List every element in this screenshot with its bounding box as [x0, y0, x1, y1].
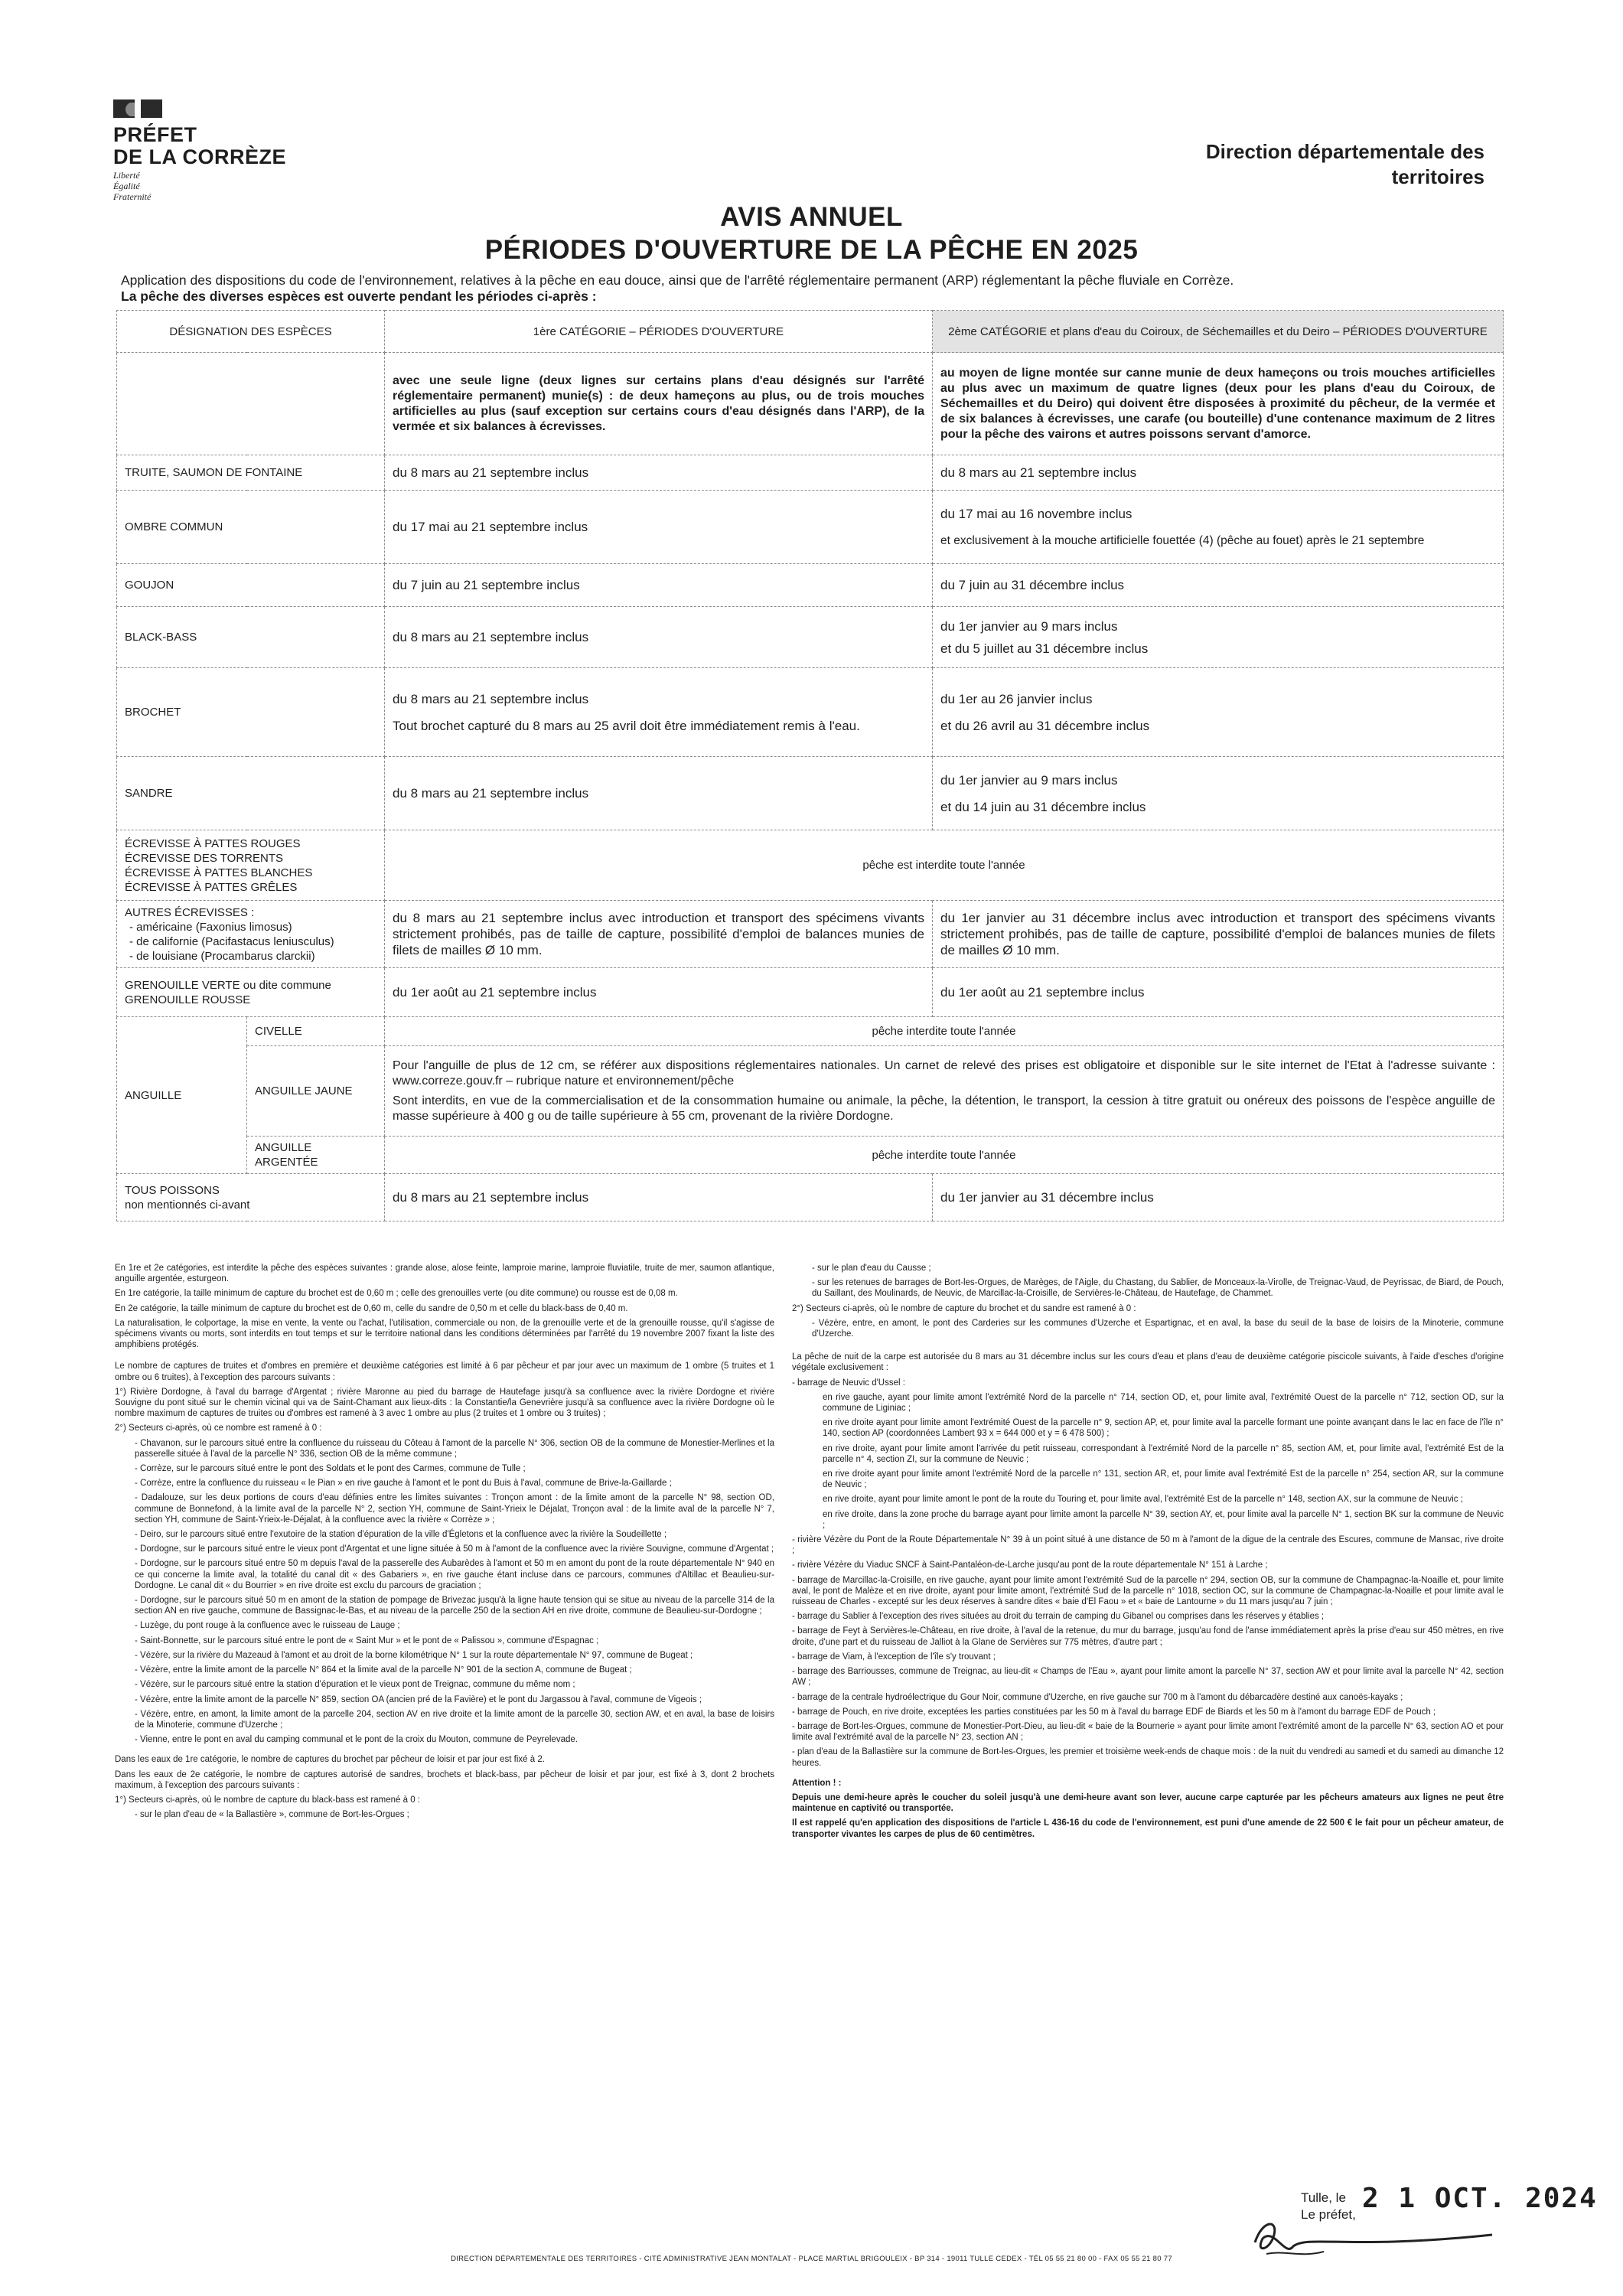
goujon-cat2: du 7 juin au 31 décembre inclus [933, 564, 1504, 607]
note-l-18: - Vézère, entre la limite amont de la parcelle N° 864 et la limite aval de la parcelle N° 901 de la section A, commune de Bugeat ; [135, 1665, 632, 1675]
note-l-0: En 1re et 2e catégories, est interdite la pêche des espèces suivantes : grande alose, alose feinte, lamproie marine, lamproie fluviatile, truite de mer, saumon atlantique, anguille argentée, esturgeon. [115, 1264, 774, 1284]
truite-cat1: du 8 mars au 21 septembre inclus [385, 455, 933, 491]
ecr-3: ÉCREVISSE À PATTES BLANCHES [125, 866, 313, 879]
note-r-16: - barrage de Feyt à Servières-le-Château, en rive droite, à l'aval de la retenue, du mur du barrage, jusqu'au fond de l'anse immédiatement après la prise d'eau sur 450 mètres, en rive droite, d'une part et du ruisseau de Jalliot à la Glane de Servières sur 775 mètres, d'autre part ; [792, 1626, 1504, 1647]
intro-bold: La pêche des diverses espèces est ouverte pendant les périodes ci-après : [121, 289, 597, 304]
footer-address: DIRECTION DÉPARTEMENTALE DES TERRITOIRES - CITÉ ADMINISTRATIVE JEAN MONTALAT - PLACE MARTIAL BRIGOULEIX - BP 314 - 19011 TULLE CEDEX - TÉL 05 55 21 80 00 - FAX 05 55 21 80 77 [451, 2255, 1172, 2263]
note-r-5: - barrage de Neuvic d'Ussel : [792, 1378, 905, 1388]
note-l-25: 1°) Secteurs ci-après, où le nombre de capture du black-bass est ramené à 0 : [115, 1795, 420, 1805]
blackbass-cat1: du 8 mars au 21 septembre inclus [385, 607, 933, 668]
brochet-cat2-b: et du 26 avril au 31 décembre inclus [940, 718, 1150, 733]
species-brochet: BROCHET [117, 668, 385, 757]
note-r-12: - rivière Vézère du Pont de la Route Départementale N° 39 à un point situé à une distance de 50 m à l'amont de la digue de la centrale des Escures, commune de Mansac, rive droite ; [792, 1535, 1504, 1556]
note-l-16: - Saint-Bonnette, sur le parcours situé entre le pont de « Saint Mur » et le pont de « Palissou », commune d'Espagnac ; [135, 1636, 599, 1645]
note-l-6: 2°) Secteurs ci-après, où ce nombre est ramené à 0 : [115, 1424, 322, 1433]
attention-label: Attention ! : [792, 1778, 842, 1788]
table-row-blackbass [117, 607, 1504, 668]
civelle-interdite: pêche interdite toute l'année [385, 1017, 1504, 1046]
table-row-civelle [117, 1017, 1504, 1046]
brochet-cat2 [933, 668, 1504, 757]
note-l-8: - Corrèze, sur le parcours situé entre le pont des Soldats et le pont des Carmes, commune de Tulle ; [135, 1464, 526, 1474]
note-r-7: en rive droite ayant pour limite amont l'extrémité Ouest de la parcelle n° 9, section AP, et, pour limite aval la parcelle formant une pointe avançant dans le lac en face de l'île n° 140, section AP (coordonnées Lambert 93 x = 644 000 et y = 6 478 500) ; [823, 1418, 1504, 1439]
ecrevisses-interdite: pêche est interdite toute l'année [385, 830, 1504, 901]
species-civelle: CIVELLE [247, 1017, 385, 1046]
note-r-6: en rive gauche, ayant pour limite amont l'extrémité Nord de la parcelle n° 714, section OD, et, pour limite aval, l'extrémité Ouest de la parcelle n° 712, section OD, sur la commune de Liginiac ; [823, 1392, 1504, 1414]
grenouille-cat1: du 1er août au 21 septembre inclus [385, 968, 933, 1017]
tous-2: non mentionnés ci-avant [125, 1198, 250, 1212]
note-l-12: - Dordogne, sur le parcours situé entre le vieux pont d'Argentat et une ligne située à 50 m à l'amont de la confluence avec la rivière Souvigne, commune d'Argentat ; [135, 1544, 774, 1554]
marianne-logo [113, 98, 164, 119]
sandre-cat1: du 8 mars au 21 septembre inclus [385, 757, 933, 830]
sandre-cat2-a: du 1er janvier au 9 mars inclus [940, 772, 1118, 788]
direction-line2: territoires [1391, 165, 1484, 188]
note-l-26: - sur le plan d'eau de « la Ballastière », commune de Bort-les-Orgues ; [135, 1810, 409, 1820]
direction-block [1148, 139, 1484, 190]
direction-line1: Direction départementale des [1205, 140, 1484, 163]
intro-text: Application des dispositions du code de l'environnement, relatives à la pêche en eau douce, ainsi que de l'arrêté réglementaire permanent (ARP) réglementant la pêche fluviale en Corrèze. [121, 272, 1234, 288]
anguille-argentee-interdite: pêche interdite toute l'année [385, 1137, 1504, 1174]
note-r-10: en rive droite, ayant pour limite amont le pont de la route du Touring et, pour limite aval, l'extrémité Est de la parcelle n° 148, section AX, sur la commune de Neuvic ; [823, 1495, 1463, 1505]
table-row-anguille-argentee [117, 1137, 1504, 1174]
note-r-9: en rive droite ayant pour limite amont l'extrémité Nord de la parcelle n° 131, section AR, et, pour limite aval l'extrémité Est de la parcelle n° 254, section AR, sur la commune de Neuvic ; [823, 1469, 1504, 1490]
note-r-19: - barrage de la centrale hydroélectrique du Gour Noir, commune d'Uzerche, en rive gauche sur 700 m à l'amont du débarcadère destiné aux canoës-kayaks ; [792, 1692, 1403, 1702]
goujon-cat1: du 7 juin au 21 septembre inclus [385, 564, 933, 607]
table-row-autres-ecrevisses [117, 901, 1504, 968]
species-blackbass: BLACK-BASS [117, 607, 385, 668]
header-cat2: 2ème CATÉGORIE et plans d'eau du Coiroux, de Séchemailles et du Deiro – PÉRIODES D'OUVERTURE [933, 311, 1504, 353]
species-anguille: ANGUILLE [117, 1017, 247, 1174]
table-row-truite [117, 455, 1504, 491]
species-ombre: OMBRE COMMUN [117, 491, 385, 564]
autres-2: - de californie (Pacifastacus leniusculus) [129, 934, 334, 948]
autres-3: - de louisiane (Procambarus clarckii) [129, 949, 315, 963]
table-row-ombre [117, 491, 1504, 564]
note-l-13: - Dordogne, sur le parcours situé entre 50 m depuis l'aval de la passerelle des Aubarèdes à l'amont et 50 m en amont du pont de la route départementale N° 940 en ce qui concerne la limite aval, la totalité du canal dit « des Gabariers », en rive gauche étant incluse dans ce parcours, communes d'Altillac et Beaulieu-sur-Dordogne. Le canal dit « du Bourrier » en rive droite est exclu du parcours de graciation ; [135, 1559, 774, 1590]
cat2-gear: au moyen de ligne montée sur canne munie de deux hameçons ou trois mouches artificielles au plus avec un maximum de quatre lignes (deux pour les plans d'eau du Coiroux, de Séchemailles et du Deiro) qui doivent être disposées à proximité du pêcheur, de la vermée et de six balances à écrevisses, une carafe (ou bouteille) d'une contenance maximum de 2 litres pour la pêche des vairons et autres poissons servant d'amorce. [933, 353, 1504, 455]
sandre-cat2-b: et du 14 juin au 31 décembre inclus [940, 799, 1146, 814]
note-l-22: - Vienne, entre le pont en aval du camping communal et le pont de la croix du Mouton, commune de Peyrelevade. [135, 1735, 578, 1745]
anguille-jaune-p2: Sont interdits, en vue de la commercialisation et de la consommation humaine ou animale, la pêche, la détention, le transport, la cession à titre gratuit ou onéreux des poissons de l'espèce anguille de masse supérieure à 400 g ou de taille supérieure à 55 cm, provenant de la rivière Dordogne. [393, 1094, 1495, 1123]
grenouille-2: GRENOUILLE ROUSSE [125, 993, 251, 1006]
header-species: DÉSIGNATION DES ESPÈCES [117, 311, 385, 353]
species-anguille-argentee: ANGUILLE ARGENTÉE [247, 1137, 385, 1174]
anguille-jaune-p1: Pour l'anguille de plus de 12 cm, se référer aux dispositions réglementaires nationales. Un carnet de relevé des prises est obligatoire et disponible sur le site internet de l'Etat à l'adresse suivante : www.correze.gouv.fr – rubrique nature et environnement/pêche [393, 1058, 1495, 1088]
table-row-goujon [117, 564, 1504, 607]
note-r-2: 2°) Secteurs ci-après, où le nombre de capture du brochet et du sandre est ramené à 0 : [792, 1303, 1136, 1313]
signature-date: 2 1 OCT. 2024 [1362, 2183, 1598, 2214]
table-row-sandre [117, 757, 1504, 830]
brochet-cat2-a: du 1er au 26 janvier inclus [940, 691, 1093, 706]
table-row-tous-poissons [117, 1174, 1504, 1221]
table-row-grenouille [117, 968, 1504, 1017]
ombre-cat2 [933, 491, 1504, 564]
brochet-cat1-a: du 8 mars au 21 septembre inclus [393, 691, 589, 706]
note-r-4: La pêche de nuit de la carpe est autorisée du 8 mars au 31 décembre inclus sur les cours d'eau et plans d'eau de deuxième catégorie piscicole suivants, à l'aide d'esches d'origine végétale exclusivement : [792, 1352, 1504, 1373]
note-l-19: - Vézère, sur le parcours situé entre la station d'épuration et le vieux pont de Treignac, commune du même nom ; [135, 1680, 575, 1690]
devise [113, 170, 151, 202]
signature-role: Le préfet, [1301, 2207, 1356, 2222]
table-row-anguille-jaune [117, 1046, 1504, 1137]
periods-table [116, 310, 1504, 1221]
prefet-line1: PRÉFET [113, 123, 197, 146]
species-truite: TRUITE, SAUMON DE FONTAINE [117, 455, 385, 491]
header-cat1: 1ère CATÉGORIE – PÉRIODES D'OUVERTURE [385, 311, 933, 353]
ombre-cat2-b: et exclusivement à la mouche artificielle fouettée (4) (pêche au fouet) après le 21 septembre [940, 533, 1425, 547]
note-l-3: La naturalisation, le colportage, la mise en vente, la vente ou l'achat, l'utilisation, commerciale ou non, de la grenouille verte et de la grenouille rousse, qu'il s'agisse de spécimens vivants ou morts, sont interdits en tout temps et sur le territoire national dans les conditions déterminées par l'arrêté du 19 novembre 2007 fixant la liste des amphibiens protégés. [115, 1318, 774, 1350]
notes-right [792, 1263, 1504, 1844]
ecr-2: ÉCREVISSE DES TORRENTS [125, 851, 283, 865]
species-grenouille [117, 968, 385, 1017]
species-ecrevisses-protegees [117, 830, 385, 901]
autres-1: - américaine (Faxonius limosus) [129, 920, 292, 934]
brochet-cat1 [385, 668, 933, 757]
ombre-cat2-a: du 17 mai au 16 novembre inclus [940, 506, 1133, 521]
table-row-gear [117, 353, 1504, 455]
anguille-jaune-text [385, 1046, 1504, 1137]
note-r-11: en rive droite, dans la zone proche du barrage ayant pour limite amont la parcelle N° 39, section AY, et, pour limite aval la parcelle N° 1, section BK sur la commune de Neuvic ; [823, 1509, 1504, 1530]
gear-empty-cell [117, 353, 385, 455]
attention-p1: Depuis une demi-heure après le coucher du soleil jusqu'à une demi-heure avant son lever, aucune carpe capturée par les pêcheurs amateurs aux lignes ne peut être maintenue en captivité ou transportée. [792, 1792, 1504, 1814]
note-r-21: - barrage de Bort-les-Orgues, commune de Monestier-Port-Dieu, au lieu-dit « baie de la Bournerie » ayant pour limite amont l'extrémité amont de la parcelle N° 63, section AO et pour limite aval l'extrémité aval de la parcelle N° 23, section AN ; [792, 1721, 1504, 1743]
blackbass-cat2-a: du 1er janvier au 9 mars inclus [940, 618, 1118, 634]
blackbass-cat2 [933, 607, 1504, 668]
note-l-4: Le nombre de captures de truites et d'ombres en première et deuxième catégories est limité à 6 par pêcheur et par jour avec un maximum de 1 ombre (5 truites et 1 ombre ou 6 truites), à l'exception des parcours suivants : [115, 1362, 774, 1382]
note-l-23: Dans les eaux de 1re catégorie, le nombre de captures du brochet par pêcheur de loisir et par jour est fixé à 2. [115, 1755, 545, 1765]
note-l-9: - Corrèze, entre la confluence du ruisseau « le Pian » en rive gauche à l'amont et le pont du Buis à l'aval, commune de Brive-la-Gaillarde ; [135, 1479, 672, 1489]
tous-cat2: du 1er janvier au 31 décembre inclus [933, 1174, 1504, 1221]
species-anguille-jaune: ANGUILLE JAUNE [247, 1046, 385, 1137]
prefet-line2: DE LA CORRÈZE [113, 145, 287, 168]
note-l-17: - Vézère, sur la rivière du Mazeaud à l'amont et au droit de la borne kilométrique N° 1 sur la route départementale N° 97, commune de Bugeat ; [135, 1650, 693, 1660]
note-l-20: - Vézère, entre la limite amont de la parcelle N° 859, section OA (ancien pré de la Favière) et le pont du Jargassou à l'aval, commune de Vigeois ; [135, 1694, 702, 1704]
grenouille-cat2: du 1er août au 21 septembre inclus [933, 968, 1504, 1017]
note-r-8: en rive droite, ayant pour limite amont l'arrivée du petit ruisseau, correspondant à l'extrémité Nord de la parcelle n° 85, section AM, et, pour limite aval, l'extrémité Est de la parcelle n° 4, section ZI, sur la commune de Neuvic ; [823, 1443, 1504, 1464]
page-title [0, 201, 1623, 266]
devise-fraternite: Fraternité [113, 191, 152, 202]
note-l-14: - Dordogne, sur le parcours situé 50 m en amont de la station de pompage de Brivezac jusqu'à la ligne haute tension qui se situe au niveau de la parcelle 314 de la section AN en rive gauche, commune de Bassignac-le-Bas, et au niveau de la parcelle 250 de la section AH en rive droite, commune de Beaulieu-sur-Dordogne ; [135, 1596, 774, 1616]
note-l-15: - Luzège, du pont rouge à la confluence avec le ruisseau de Lauge ; [135, 1621, 400, 1631]
note-l-21: - Vézère, entre, en amont, la limite amont de la parcelle 204, section AV en rive droite et la limite amont de la parcelle 30, section AW, et en aval, la base de loisirs de la Minoterie, commune d'Uzerche ; [135, 1709, 774, 1730]
attention-p2: Il est rappelé qu'en application des dispositions de l'article L 436-16 du code de l'environnement, est puni d'une amende de 22 500 € le fait pour un pêcheur amateur, de transporter vivantes les carpes de plus de 60 centimètres. [792, 1818, 1504, 1839]
signature-place: Tulle, le [1301, 2190, 1346, 2205]
blackbass-cat2-b: et du 5 juillet au 31 décembre inclus [940, 641, 1149, 656]
intro [121, 272, 1506, 305]
table-row-brochet [117, 668, 1504, 757]
note-l-24: Dans les eaux de 2e catégorie, le nombre de captures autorisé de sandres, brochets et black-bass, par pêcheur de loisir et par jour, est fixé à 3, dont 2 brochets maximum, à l'exception des parcours suivants : [115, 1769, 774, 1790]
prefet-block [113, 124, 286, 168]
devise-liberte: Liberté [113, 170, 140, 181]
table-row-ecrevisses-protegees [117, 830, 1504, 901]
note-l-11: - Deiro, sur le parcours situé entre l'exutoire de la station d'épuration de la ville d'Égletons et la confluence avec la rivière la Soudeillette ; [135, 1530, 667, 1540]
note-l-5: 1°) Rivière Dordogne, à l'aval du barrage d'Argentat ; rivière Maronne au pied du barrage de Hautefage jusqu'à sa confluence avec la rivière Dordogne et rivière Souvigne du pont situé sur le chemin vicinal qui va de Saint-Chamant aux lieux-dits : la Constantie/la Genevrière jusqu'à sa confluence avec la rivière Dordogne où le nombre maximum de captures de truites ou d'ombres est ramené à 3 avec 1 ombre au plus (2 truites et 1 ombre ou 3 truites) ; [115, 1387, 774, 1419]
note-l-2: En 2e catégorie, la taille minimum de capture du brochet est de 0,60 m, celle du sandre de 0,50 m et celle du black-bass de 0,40 m. [115, 1303, 628, 1313]
tous-cat1: du 8 mars au 21 septembre inclus [385, 1174, 933, 1221]
note-r-20: - barrage de Pouch, en rive droite, exceptées les parties constituées par les 50 m à l'aval du barrage EDF de Biards et les 50 m à l'amont du barrage EDF de Pouch ; [792, 1707, 1436, 1717]
species-tous-poissons [117, 1174, 385, 1221]
devise-egalite: Égalité [113, 181, 140, 191]
species-goujon: GOUJON [117, 564, 385, 607]
species-autres-ecrevisses [117, 901, 385, 968]
truite-cat2: du 8 mars au 21 septembre inclus [933, 455, 1504, 491]
table-header-row [117, 311, 1504, 353]
ecr-1: ÉCREVISSE À PATTES ROUGES [125, 837, 301, 850]
note-l-7: - Chavanon, sur le parcours situé entre la confluence du ruisseau du Côteau à l'amont de la parcelle N° 306, section OB de la commune de Monestier-Merlines et la passerelle située à l'aval de la parcelle N° 336, section OB de la même commune ; [135, 1438, 774, 1459]
autres-cat1: du 8 mars au 21 septembre inclus avec introduction et transport des spécimens vivants strictement prohibés, pas de taille de capture, possibilité d'emploi de balances munies de filets de mailles Ø 10 mm. [385, 901, 933, 968]
note-r-3: - Vézère, entre, en amont, le pont des Carderies sur les communes d'Uzerche et Espartignac, et en aval, la base du seuil de la base de loisirs de la Minoterie, commune d'Uzerche. [812, 1318, 1504, 1339]
title-line1: AVIS ANNUEL [720, 202, 903, 232]
title-line2: PÉRIODES D'OUVERTURE DE LA PÊCHE EN 2025 [484, 235, 1139, 265]
brochet-cat1-b: Tout brochet capturé du 8 mars au 25 avril doit être immédiatement remis à l'eau. [393, 718, 860, 733]
note-r-18: - barrage des Barriousses, commune de Treignac, au lieu-dit « Champs de l'Eau », ayant pour limite amont la parcelle N° 37, section AW et pour limite aval la parcelle N° 42, section AW ; [792, 1667, 1504, 1688]
ecr-4: ÉCREVISSE À PATTES GRÊLES [125, 880, 298, 894]
tous-1: TOUS POISSONS [125, 1183, 220, 1197]
note-l-1: En 1re catégorie, la taille minimum de capture du brochet est de 0,60 m ; celle des grenouilles verte (ou dite commune) ou rousse est de 0,08 m. [115, 1289, 678, 1299]
note-r-22: - plan d'eau de la Ballastière sur la commune de Bort-les-Orgues, les premier et troisième week-ends de chaque mois : de la nuit du vendredi au samedi et du samedi au dimanche 12 heures. [792, 1747, 1504, 1768]
notes-left [115, 1263, 774, 1824]
note-r-1: - sur les retenues de barrages de Bort-les-Orgues, de Marèges, de l'Aigle, du Chastang, du Sablier, de Monceaux-la-Virolle, de Treignac-Vaud, de Peyrissac, de Biard, de Pouch, du Saillant, des Moulinards, de Neuvic, de Marcillac-la-Croisille, de Servières-le-Château, de Hautefage, de Chammet. [812, 1278, 1504, 1299]
note-r-0: - sur le plan d'eau du Causse ; [812, 1264, 931, 1273]
autres-cat2: du 1er janvier au 31 décembre inclus avec introduction et transport des spécimens vivants strictement prohibés, pas de taille de capture, possibilité d'emploi de balances munies de filets de mailles Ø 10 mm. [933, 901, 1504, 968]
note-r-17: - barrage de Viam, à l'exception de l'île s'y trouvant ; [792, 1652, 996, 1662]
note-r-15: - barrage du Sablier à l'exception des rives situées au droit du terrain de camping du Gibanel ou comprises dans les réserves y établies ; [792, 1612, 1325, 1622]
grenouille-1: GRENOUILLE VERTE ou dite commune [125, 978, 331, 992]
note-r-14: - barrage de Marcillac-la-Croisille, en rive gauche, ayant pour limite amont l'extrémité Sud de la parcelle n° 294, section OB, sur la commune de Champagnac-la-Noaille et, pour limite aval, le pont de Malèze et en rive droite, ayant pour limite amont, l'extrémité Sud de la parcelle n° 1018, section OC, sur la commune de Champagnac-la-Noaille et pour limite aval le ruisseau de Charles - excepté sur les deux réserves à sandre dites « baie d'El Faou » et « baie de Lantourne » du 11 mars jusqu'au 7 juin ; [792, 1575, 1504, 1607]
ombre-cat1: du 17 mai au 21 septembre inclus [385, 491, 933, 564]
sandre-cat2 [933, 757, 1504, 830]
species-sandre: SANDRE [117, 757, 385, 830]
note-l-10: - Dadalouze, sur les deux portions de cours d'eau définies entre les limites suivantes : Tronçon amont : de la limite amont de la parcelle N° 98, section OD, commune de Bonnefond, à la limite aval de la parcelle N° 2, section YH, commune de Saint-Yrieix le Déjalat, Tronçon aval : de la limite aval de la parcelle N° 7, section YH, commune de Saint-Yrieix-le-Déjalat, à la confluence avec la rivière « Corrèze » ; [135, 1493, 774, 1525]
note-r-13: - rivière Vézère du Viaduc SNCF à Saint-Pantaléon-de-Larche jusqu'au pont de la route départementale N° 151 à Larche ; [792, 1561, 1268, 1570]
autres-title: AUTRES ÉCREVISSES : [125, 905, 255, 919]
cat1-gear: avec une seule ligne (deux lignes sur certains plans d'eau désignés sur l'arrêté réglementaire permanent) munie(s) : de deux hameçons au plus, ou de trois mouches artificielles au plus (sauf exception sur certains cours d'eau désignés dans l'ARP), de la vermée et six balances à écrevisses. [385, 353, 933, 455]
